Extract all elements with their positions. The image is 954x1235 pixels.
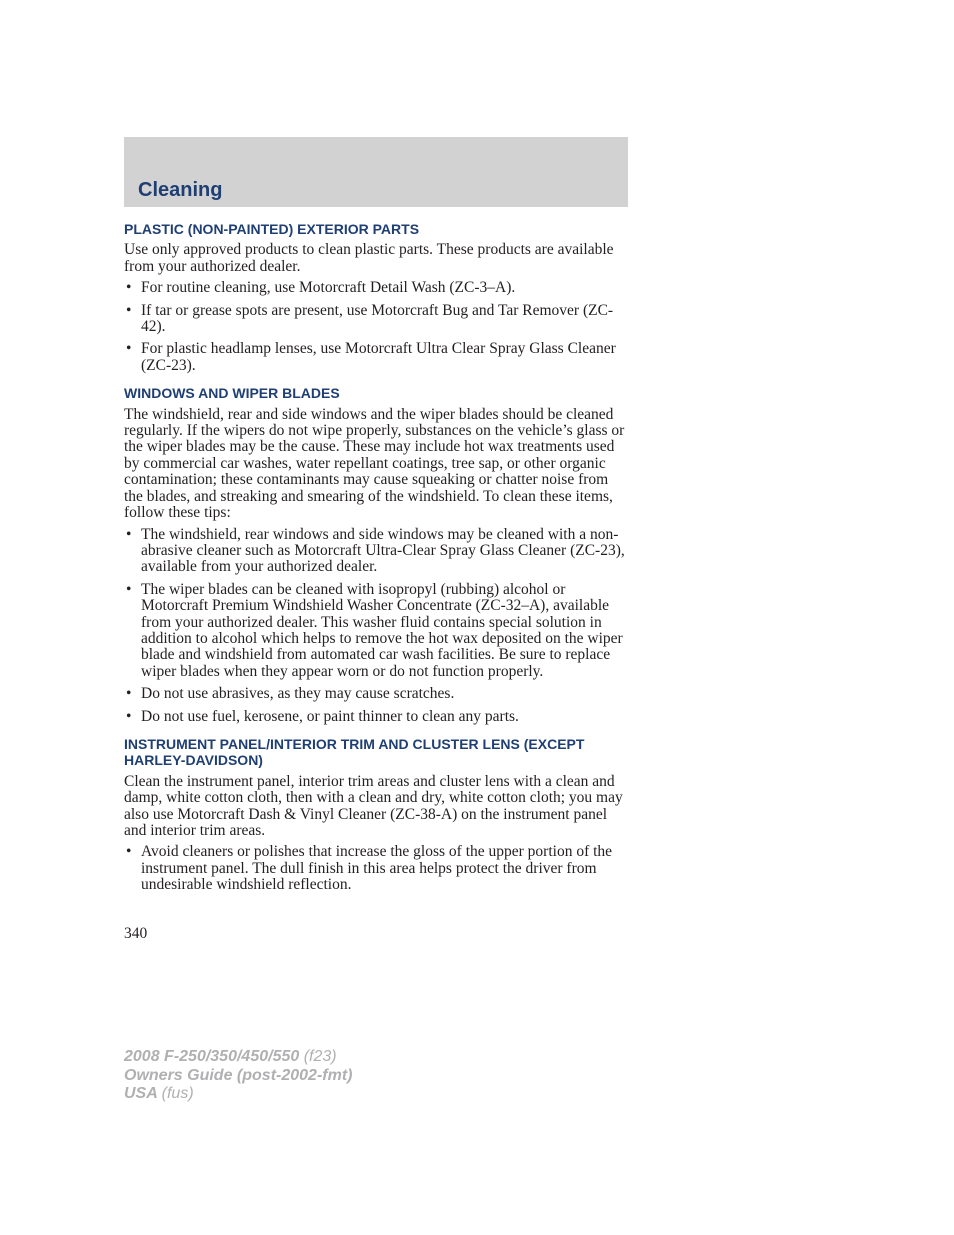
list-item: • Do not use abrasives, as they may cause scratches.: [124, 686, 628, 702]
footer-model-code: (f23): [303, 1048, 337, 1065]
section-paragraph: Clean the instrument panel, interior trim areas and cluster lens with a clean and damp, white cotton cloth, then with a clean and dry, white cotton cloth; you may also use Motorcraft Dash & Vinyl Cleaner (ZC-38-A) on the instrument panel and interior trim areas.: [124, 772, 623, 839]
page-number: 340: [124, 925, 148, 942]
footer-line-region: [124, 1085, 352, 1104]
section-instrument-panel: [124, 736, 628, 894]
bullet-list: [124, 280, 628, 374]
bullet-list: [124, 844, 628, 893]
list-item: • For plastic headlamp lenses, use Motorcraft Ultra Clear Spray Glass Cleaner (ZC-23).: [124, 341, 628, 374]
section-paragraph: Use only approved products to clean plastic parts. These products are available from your authorized dealer.: [124, 241, 614, 275]
footer-region-code: (fus): [161, 1085, 194, 1102]
list-item: • The windshield, rear windows and side windows may be cleaned with a non-abrasive cleaner such as Motorcraft Ultra-Clear Spray Glass Cleaner (ZC-23), available from your authorized dealer.: [124, 527, 628, 576]
bullet-list: [124, 527, 628, 725]
list-item: • Do not use fuel, kerosene, or paint thinner to clean any parts.: [124, 709, 628, 725]
section-heading: WINDOWS AND WIPER BLADES: [124, 385, 340, 402]
section-heading: PLASTIC (NON-PAINTED) EXTERIOR PARTS: [124, 221, 420, 237]
footer-model: 2008 F-250/350/450/550: [124, 1048, 300, 1065]
section-plastic-exterior-parts: [124, 221, 628, 374]
section-windows-wiper-blades: [124, 385, 628, 725]
chapter-title: Cleaning: [138, 179, 223, 201]
list-item: • If tar or grease spots are present, use Motorcraft Bug and Tar Remover (ZC-42).: [124, 303, 628, 336]
footer-line-guide: Owners Guide (post-2002-fmt): [124, 1066, 353, 1084]
list-item: • The wiper blades can be cleaned with isopropyl (rubbing) alcohol or Motorcraft Premium Windshield Washer Concentrate (ZC-32–A), available from your authorized dealer. This washer fluid contains special solution in addition to alcohol which helps to remove the hot wax deposited on the wiper blade and windshield from automated car wash facilities. Be sure to replace wiper blades when they appear worn or do not function properly.: [124, 582, 628, 680]
page-content: [124, 221, 628, 894]
footer-region: USA: [124, 1085, 158, 1102]
document-footer: [124, 1048, 352, 1104]
chapter-header-band: [124, 137, 628, 207]
footer-line-model: [124, 1048, 352, 1067]
list-item: • Avoid cleaners or polishes that increase the gloss of the upper portion of the instrument panel. The dull finish in this area helps protect the driver from undesirable windshield reflection.: [124, 844, 628, 893]
list-item: • For routine cleaning, use Motorcraft Detail Wash (ZC-3–A).: [124, 280, 628, 296]
section-heading: INSTRUMENT PANEL/INTERIOR TRIM AND CLUSTER LENS (EXCEPT HARLEY-DAVIDSON): [124, 735, 585, 769]
section-paragraph: The windshield, rear and side windows and the wiper blades should be cleaned regularly. If the wipers do not wipe properly, substances on the vehicle’s glass or the wiper blades may be the cause. These may include hot wax treatments used by commercial car washes, water repellant coatings, tree sap, or other organic contamination; these contaminants may cause squeaking or chatter noise from the blades, and streaking and smearing of the windshield. To clean these items, follow these tips:: [124, 405, 625, 522]
